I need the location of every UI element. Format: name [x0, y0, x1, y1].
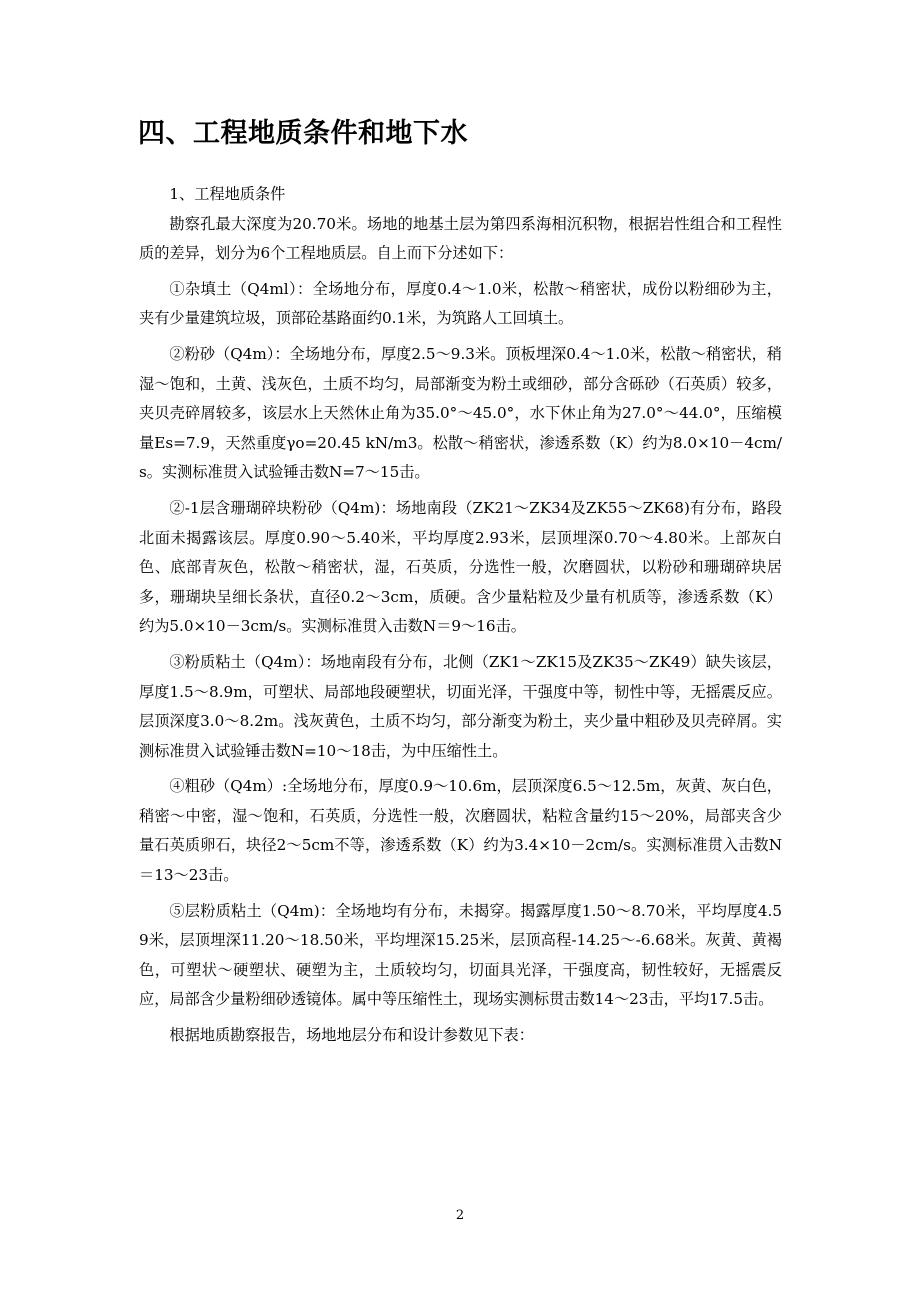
body-text: [139, 180, 782, 1057]
paragraph-table-reference: 根据地质勘察报告，场地地层分布和设计参数见下表：: [169, 1026, 534, 1045]
page-number: 2: [455, 1208, 465, 1223]
paragraph-layer-3-silty-clay: ③粉质粘土（Q4m）：场地南段有分布，北侧（ZK1～ZK15及ZK35～ZK49）缺失该层，厚度1.5～8.9m，可塑状、局部地段硬塑状，切面光泽，干强度中等，韧性中等，无摇震反应。层顶深度3.0～8.2m。浅灰黄色，土质不均匀，部分渐变为粉土，夹少量中粗砂及贝壳碎屑。实测标准贯入试验锤击数N=10～18击，为中压缩性土。: [139, 652, 782, 760]
paragraph-layer-5-silty-clay: ⑤层粉质粘土（Q4m)：全场地均有分布，未揭穿。揭露厚度1.50～8.70米，平均厚度4.59米，层顶埋深11.20～18.50米，平均埋深15.25米，层顶高程-14.25～-6.68米。灰黄、黄褐色，可塑状～硬塑状、硬塑为主，土质较均匀，切面具光泽，干强度高，韧性较好，无摇震反应，局部含少量粉细砂透镜体。属中等压缩性土，现场实测标贯击数14～23击，平均17.5击。: [139, 901, 782, 1009]
paragraph-layer-4-coarse-sand: ④粗砂（Q4m）:全场地分布，厚度0.9～10.6m，层顶深度6.5～12.5m，灰黄、灰白色，稍密～中密，湿～饱和，石英质，分选性一般，次磨圆状，粘粒含量约15～20%，局部夹含少量石英质卵石，块径2～5cm不等，渗透系数（K）约为3.4×10－2cm/s。实测标准贯入击数N＝13～23击。: [139, 777, 782, 885]
paragraph-layer-2-1-coral-sand: ②-1层含珊瑚碎块粉砂（Q4m)：场地南段（ZK21～ZK34及ZK55～ZK68)有分布，路段北面未揭露该层。厚度0.90～5.40米，平均厚度2.93米，层顶埋深0.70～4.80米。上部灰白色、底部青灰色，松散～稍密状，湿，石英质，分选性一般，次磨圆状，以粉砂和珊瑚碎块居多，珊瑚块呈细长条状，直径0.2～3cm，质硬。含少量粘粒及少量有机质等，渗透系数（K）约为5.0×10－3cm/s。实测标准贯入击数N＝9～16击。: [139, 498, 782, 636]
paragraph-layer-2-silty-sand: ②粉砂（Q4m）：全场地分布，厚度2.5～9.3米。顶板埋深0.4～1.0米，松散～稍密状，稍湿～饱和，土黄、浅灰色，土质不均匀，局部渐变为粉土或细砂，部分含砾砂（石英质）较多，夹贝壳碎屑较多，该层水上天然休止角为35.0°～45.0°，水下休止角为27.0°～44.0°，压缩模量Es=7.9，天然重度γo=20.45 kN/m3。松散～稍密状，渗透系数（K）约为8.0×10－4cm/s。实测标准贯入试验锤击数N=7～15击。: [139, 344, 782, 482]
paragraph-intro: 勘察孔最大深度为20.70米。场地的地基土层为第四系海相沉积物，根据岩性组合和工程性质的差异，划分为6个工程地质层。自上而下分述如下：: [139, 214, 782, 263]
subsection-title: 1、工程地质条件: [169, 185, 286, 203]
paragraph-layer-1-fill: ①杂填土（Q4ml）：全场地分布，厚度0.4～1.0米，松散～稍密状，成份以粉细砂为主，夹有少量建筑垃圾，顶部砼基路面约0.1米，为筑路人工回填土。: [139, 279, 782, 328]
section-heading: 四、工程地质条件和地下水: [138, 118, 468, 149]
